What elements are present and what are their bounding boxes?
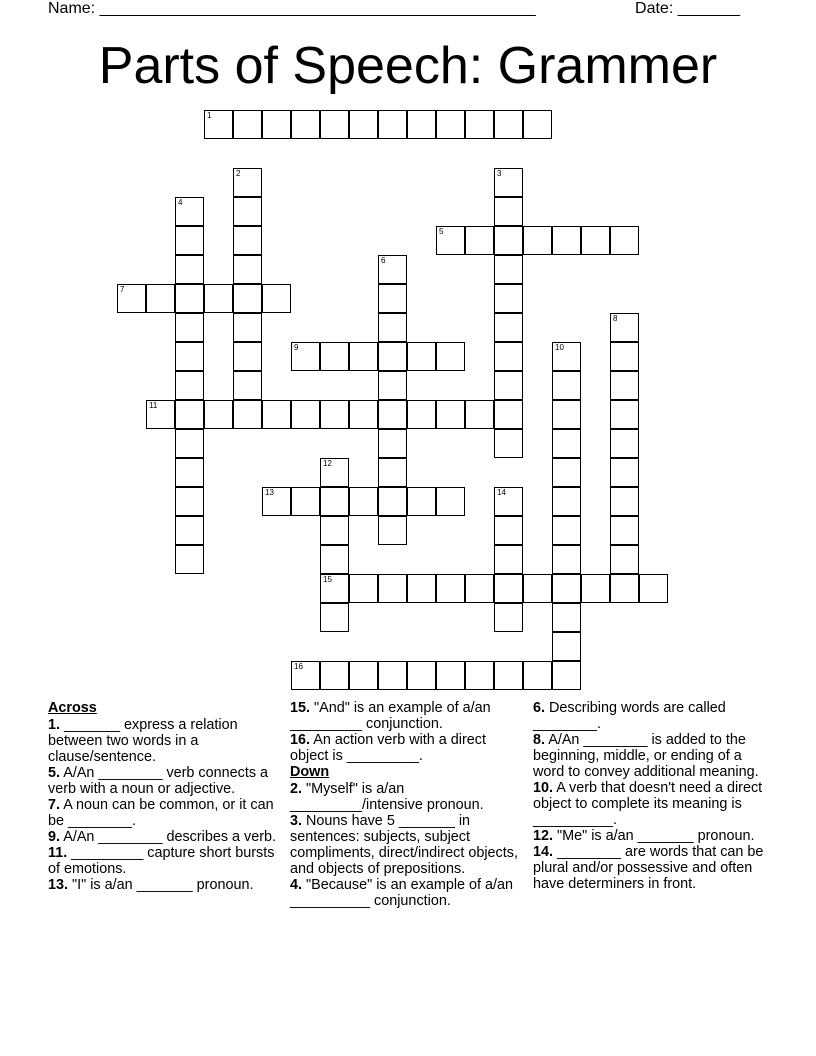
crossword-cell[interactable] <box>610 342 639 371</box>
crossword-cell[interactable] <box>552 516 581 545</box>
crossword-cell[interactable] <box>407 400 436 429</box>
clue-number: 13. <box>48 877 69 893</box>
crossword-cell[interactable] <box>494 226 523 255</box>
crossword-cell[interactable] <box>436 487 465 516</box>
crossword-cell[interactable] <box>494 574 523 603</box>
crossword-cell[interactable] <box>494 284 523 313</box>
clue-down-12 <box>533 828 765 844</box>
clue-number: 14. <box>533 844 554 860</box>
crossword-cell[interactable] <box>320 516 349 545</box>
crossword-cell[interactable] <box>581 574 610 603</box>
crossword-cell[interactable] <box>465 110 494 139</box>
clue-across-7 <box>48 797 280 829</box>
crossword-cell[interactable] <box>291 342 320 371</box>
crossword-cell[interactable] <box>552 632 581 661</box>
clue-across-11 <box>48 845 280 877</box>
crossword-cell[interactable] <box>349 574 378 603</box>
cell-number: 8 <box>613 314 618 323</box>
crossword-cell[interactable] <box>349 400 378 429</box>
crossword-cell[interactable] <box>494 400 523 429</box>
clue-text: A/An ________ describes a verb. <box>60 829 277 845</box>
crossword-cell[interactable] <box>465 226 494 255</box>
clue-text: "Me" is a/an _______ pronoun. <box>553 828 755 844</box>
clue-number: 5. <box>48 765 61 781</box>
clues-column-3 <box>533 700 765 892</box>
page-title: Parts of Speech: Grammer <box>98 37 718 95</box>
clues-column-1 <box>48 700 280 893</box>
crossword-cell[interactable] <box>175 197 204 226</box>
crossword-cell[interactable] <box>204 284 233 313</box>
clue-text: _________ capture short bursts of emotions. <box>48 845 275 877</box>
crossword-cell[interactable] <box>552 661 581 690</box>
clue-number: 9. <box>48 829 61 845</box>
date-line: Date: _______ <box>635 0 740 17</box>
cell-number: 12 <box>323 459 332 468</box>
clue-number: 15. <box>290 700 311 716</box>
clue-text: Describing words are called ________. <box>533 700 726 732</box>
clue-number: 2. <box>290 781 303 797</box>
clue-text: A/An ________ verb connects a verb with a noun or adjective. <box>48 765 269 797</box>
cell-number: 9 <box>294 343 299 352</box>
crossword-cell[interactable] <box>175 516 204 545</box>
crossword-cell[interactable] <box>378 487 407 516</box>
crossword-cell[interactable] <box>610 487 639 516</box>
cell-number: 13 <box>265 488 274 497</box>
crossword-cell[interactable] <box>494 197 523 226</box>
clue-number: 3. <box>290 813 303 829</box>
crossword-cell[interactable] <box>378 661 407 690</box>
crossword-cell[interactable] <box>436 661 465 690</box>
crossword-cell[interactable] <box>175 545 204 574</box>
crossword-cell[interactable] <box>262 400 291 429</box>
crossword-cell[interactable] <box>407 661 436 690</box>
crossword-cell[interactable] <box>552 226 581 255</box>
crossword-cell[interactable] <box>291 661 320 690</box>
cell-number: 4 <box>178 198 183 207</box>
cell-number: 5 <box>439 227 444 236</box>
crossword-cell[interactable] <box>494 342 523 371</box>
crossword-cell[interactable] <box>320 400 349 429</box>
crossword-cell[interactable] <box>610 574 639 603</box>
crossword-cell[interactable] <box>291 400 320 429</box>
crossword-cell[interactable] <box>175 400 204 429</box>
crossword-cell[interactable] <box>378 313 407 342</box>
crossword-cell[interactable] <box>320 458 349 487</box>
crossword-cell[interactable] <box>175 226 204 255</box>
clue-text: "And" is an example of a/an _________ conjunction. <box>290 700 491 732</box>
crossword-cell[interactable] <box>494 168 523 197</box>
clue-number: 6. <box>533 700 546 716</box>
crossword-cell[interactable] <box>552 342 581 371</box>
crossword-cell[interactable] <box>552 487 581 516</box>
clue-text: A noun can be common, or it can be ________. <box>48 797 274 829</box>
clue-number: 11. <box>48 845 68 861</box>
crossword-cell[interactable] <box>175 313 204 342</box>
crossword-cell[interactable] <box>436 400 465 429</box>
crossword-cell[interactable] <box>175 255 204 284</box>
crossword-cell[interactable] <box>378 400 407 429</box>
cell-number: 16 <box>294 662 303 671</box>
crossword-cell[interactable] <box>552 603 581 632</box>
crossword-cell[interactable] <box>494 487 523 516</box>
clue-across-13 <box>48 877 280 893</box>
crossword-cell[interactable] <box>146 400 175 429</box>
crossword-cell[interactable] <box>494 255 523 284</box>
clue-text: _______ express a relation between two words in a clause/sentence. <box>48 717 238 765</box>
crossword-cell[interactable] <box>494 603 523 632</box>
crossword-cell[interactable] <box>494 371 523 400</box>
crossword-cell[interactable] <box>146 284 175 313</box>
crossword-cell[interactable] <box>465 661 494 690</box>
crossword-cell[interactable] <box>523 110 552 139</box>
crossword-cell[interactable] <box>320 603 349 632</box>
crossword-cell[interactable] <box>610 429 639 458</box>
crossword-cell[interactable] <box>320 661 349 690</box>
crossword-cell[interactable] <box>291 110 320 139</box>
crossword-cell[interactable] <box>175 284 204 313</box>
crossword-cell[interactable] <box>175 429 204 458</box>
crossword-cell[interactable] <box>320 545 349 574</box>
crossword-cell[interactable] <box>436 342 465 371</box>
cell-number: 3 <box>497 169 502 178</box>
crossword-cell[interactable] <box>436 574 465 603</box>
crossword-cell[interactable] <box>233 342 262 371</box>
clue-across-16 <box>290 732 522 764</box>
crossword-cell[interactable] <box>494 545 523 574</box>
clue-text: A verb that doesn't need a direct object to complete its meaning is __________. <box>533 780 763 828</box>
crossword-cell[interactable] <box>378 429 407 458</box>
cell-number: 7 <box>120 285 125 294</box>
crossword-cell[interactable] <box>378 574 407 603</box>
crossword-cell[interactable] <box>117 284 146 313</box>
crossword-cell[interactable] <box>262 284 291 313</box>
clue-number: 1. <box>48 717 61 733</box>
crossword-cell[interactable] <box>407 342 436 371</box>
crossword-cell[interactable] <box>233 168 262 197</box>
crossword-cell[interactable] <box>610 458 639 487</box>
crossword-cell[interactable] <box>291 487 320 516</box>
crossword-cell[interactable] <box>552 371 581 400</box>
clue-text: "I" is a/an _______ pronoun. <box>68 877 254 893</box>
clue-number: 10. <box>533 780 554 796</box>
crossword-cell[interactable] <box>523 661 552 690</box>
crossword-cell[interactable] <box>552 429 581 458</box>
crossword-cell[interactable] <box>378 255 407 284</box>
crossword-cell[interactable] <box>320 342 349 371</box>
crossword-cell[interactable] <box>349 487 378 516</box>
crossword-cell[interactable] <box>610 516 639 545</box>
clue-across-5 <box>48 765 280 797</box>
clue-text: A/An ________ is added to the beginning, middle, or ending of a word to convey additional meaning. <box>533 732 759 780</box>
clue-down-4 <box>290 877 522 909</box>
crossword-cell[interactable] <box>407 110 436 139</box>
clue-across-15 <box>290 700 522 732</box>
crossword-cell[interactable] <box>523 574 552 603</box>
crossword-cell[interactable] <box>407 487 436 516</box>
crossword-cell[interactable] <box>175 487 204 516</box>
cell-number: 10 <box>555 343 564 352</box>
clue-across-1 <box>48 717 280 765</box>
clue-text: ________ are words that can be plural and/or possessive and often have determiners in front. <box>533 844 764 892</box>
crossword-cell[interactable] <box>494 661 523 690</box>
across-heading: Across <box>48 700 97 716</box>
crossword-cell[interactable] <box>320 574 349 603</box>
clue-across-9 <box>48 829 280 845</box>
clue-text: An action verb with a direct object is _________. <box>290 732 486 764</box>
crossword-cell[interactable] <box>610 545 639 574</box>
crossword-cell[interactable] <box>523 226 552 255</box>
clue-number: 16. <box>290 732 311 748</box>
down-heading: Down <box>290 764 330 780</box>
crossword-cell[interactable] <box>378 516 407 545</box>
crossword-cell[interactable] <box>407 574 436 603</box>
crossword-cell[interactable] <box>465 574 494 603</box>
clue-text: "Because" is an example of a/an __________ conjunction. <box>290 877 514 909</box>
crossword-cell[interactable] <box>552 574 581 603</box>
name-line: Name: _________________________________________________ <box>48 0 536 17</box>
clue-number: 4. <box>290 877 303 893</box>
crossword-cell[interactable] <box>610 371 639 400</box>
clue-down-10 <box>533 780 765 828</box>
crossword-cell[interactable] <box>552 400 581 429</box>
crossword-cell[interactable] <box>552 458 581 487</box>
clue-down-3 <box>290 813 522 877</box>
clue-number: 12. <box>533 828 554 844</box>
crossword-cell[interactable] <box>378 458 407 487</box>
clue-down-14 <box>533 844 765 892</box>
clues-column-2 <box>290 700 522 909</box>
crossword-cell[interactable] <box>204 110 233 139</box>
clue-down-8 <box>533 732 765 780</box>
cell-number: 14 <box>497 488 506 497</box>
crossword-cell[interactable] <box>204 400 233 429</box>
clue-number: 8. <box>533 732 546 748</box>
crossword-cell[interactable] <box>262 487 291 516</box>
clue-number: 7. <box>48 797 61 813</box>
crossword-cell[interactable] <box>436 110 465 139</box>
clue-text: Nouns have 5 _______ in sentences: subjects, subject compliments, direct/indirect objects, and objects of prepositions. <box>290 813 518 877</box>
crossword-cell[interactable] <box>175 458 204 487</box>
crossword-cell[interactable] <box>175 371 204 400</box>
crossword-cell[interactable] <box>233 371 262 400</box>
crossword-cell[interactable] <box>465 400 494 429</box>
clue-text: "Myself" is a/an _________/intensive pronoun. <box>290 781 484 813</box>
crossword-cell[interactable] <box>349 661 378 690</box>
cell-number: 2 <box>236 169 241 178</box>
crossword-cell[interactable] <box>233 313 262 342</box>
crossword-cell[interactable] <box>378 342 407 371</box>
crossword-cell[interactable] <box>233 255 262 284</box>
crossword-cell[interactable] <box>233 400 262 429</box>
cell-number: 11 <box>149 401 158 410</box>
crossword-cell[interactable] <box>639 574 668 603</box>
clue-down-2 <box>290 781 522 813</box>
cell-number: 1 <box>207 111 212 120</box>
crossword-cell[interactable] <box>610 226 639 255</box>
crossword-cell[interactable] <box>349 342 378 371</box>
crossword-cell[interactable] <box>552 545 581 574</box>
crossword-cell[interactable] <box>233 284 262 313</box>
crossword-cell[interactable] <box>494 313 523 342</box>
cell-number: 15 <box>323 575 332 584</box>
crossword-cell[interactable] <box>320 487 349 516</box>
crossword-cell[interactable] <box>233 226 262 255</box>
crossword-cell[interactable] <box>436 226 465 255</box>
crossword-cell[interactable] <box>494 110 523 139</box>
crossword-cell[interactable] <box>610 400 639 429</box>
crossword-cell[interactable] <box>494 516 523 545</box>
crossword-cell[interactable] <box>378 371 407 400</box>
crossword-cell[interactable] <box>581 226 610 255</box>
crossword-cell[interactable] <box>378 110 407 139</box>
crossword-cell[interactable] <box>378 284 407 313</box>
crossword-cell[interactable] <box>233 110 262 139</box>
crossword-cell[interactable] <box>175 342 204 371</box>
crossword-cell[interactable] <box>320 110 349 139</box>
crossword-cell[interactable] <box>349 110 378 139</box>
clue-down-6 <box>533 700 765 732</box>
crossword-cell[interactable] <box>494 429 523 458</box>
crossword-cell[interactable] <box>233 197 262 226</box>
crossword-cell[interactable] <box>610 313 639 342</box>
crossword-cell[interactable] <box>262 110 291 139</box>
cell-number: 6 <box>381 256 386 265</box>
